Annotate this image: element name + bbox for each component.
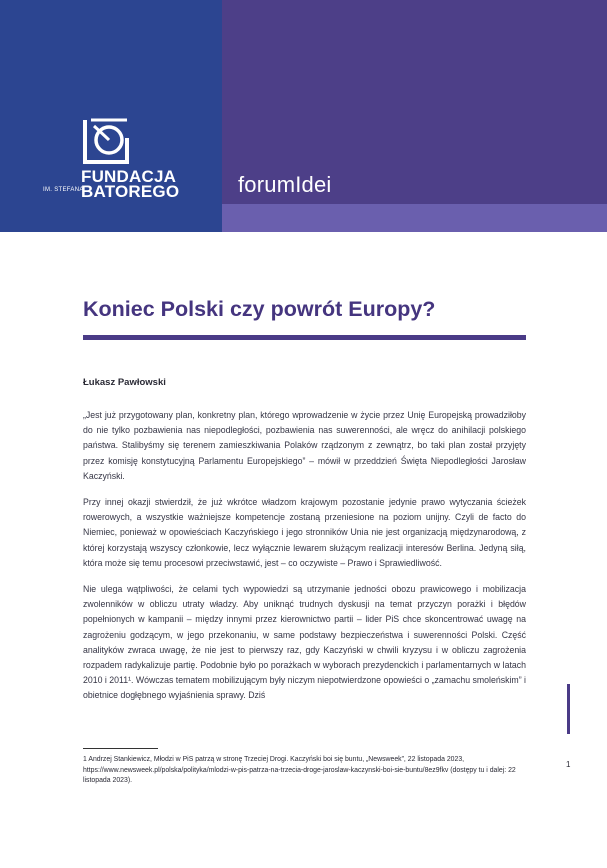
- paragraph: Przy innej okazji stwierdził, że już wkrótce władzom krajowym pozostanie jedynie prawo wytyczania ścieżek rowerowych, a wszystkie ważniejsze kompetencje zostaną przeniesione na poziom unijny. Czyli de facto do Niemiec, ponieważ w opowieściach Kaczyńskiego i jego stronników Unia nie jest organizacją międzynarodową, z której korzystają wszyscy członkowie, lecz wyłącznie lewarem służącym realizacji interesów Berlina. Jedyną siłą, która może się temu procesowi przeciwstawić, jest – co oczywiste – Prawo i Sprawiedliwość.: [83, 497, 526, 568]
- fundacja-batorego-logo-icon: [81, 116, 131, 166]
- article-title: Koniec Polski czy powrót Europy?: [83, 297, 436, 321]
- logo-line-2: BATOREGO: [81, 182, 180, 201]
- logo-line-1: FUNDACJA: [81, 167, 177, 186]
- title-underline: [83, 335, 526, 340]
- footnote: 1 Andrzej Stankiewicz, Młodzi w PiS patrzą w stronę Trzeciej Drogi. Kaczyński boi się buntu, „Newsweek”, 22 listopada 2023, https://www.newsweek.pl/polska/polityka/mlodzi-w-pis-patrza-na-trzecia-droge-jaroslaw-kaczynski-boi-sie-buntu/8ez9fkv (dostępy tu i dalej: 22 listopada 2023).: [83, 756, 516, 784]
- logo-subtitle: IM. STEFANA: [43, 187, 84, 193]
- footnote-divider: [83, 748, 158, 749]
- page-header: [0, 0, 607, 232]
- article-body: [83, 408, 526, 715]
- article-author: Łukasz Pawłowski: [83, 377, 166, 388]
- paragraph: „Jest już przygotowany plan, konkretny plan, którego wprowadzenie w życie przez Unię Europejską prowadziłoby do nie tylko pozbawienia nas niepodległości, pozbawienia nas suwerenności, ale wręcz do anihilacji polskiego państwa. Stalibyśmy się terenem zamieszkiwania Polaków rządzonym z zewnątrz, bo taki plan został przyjęty przez komisję konstytucyjną Parlamentu Europejskiego” – mówił w przeddzień Święta Niepodległości Jarosław Kaczyński.: [83, 410, 526, 481]
- series-name: forumIdei: [238, 172, 332, 197]
- page-number: 1: [566, 760, 571, 769]
- header-right-band: [222, 204, 607, 232]
- logo-wordmark: [81, 169, 179, 199]
- paragraph: Nie ulega wątpliwości, że celami tych wypowiedzi są utrzymanie jedności obozu prawicowego i mobilizacja zwolenników w obliczu utraty władzy. Aby uniknąć trudnych dyskusji na temat przyczyn porażki i błędów popełnionych w kampanii – między innymi przez kierownictwo partii – lider PiS chce skoncentrować uwagę na zagrożeniu godzącym, w jego przekonaniu, w same podstawy bezpieczeństwa i suwerenności Polski. Część analityków zwraca uwagę, że nie jest to pierwszy raz, gdy Kaczyński w chwili kryzysu i w obliczu zagrożenia rozpadem radykalizuje partię. Podobnie było po porażkach w wyborach prezydenckich i parlamentarnych w latach 2010 i 2011¹. Wówczas tematem mobilizującym były niczym niepotwierdzone opowieści o „zamachu smoleńskim” i obietnice dogłębnego wyjaśnienia sprawy. Dziś: [83, 584, 526, 701]
- margin-marker: [567, 684, 570, 734]
